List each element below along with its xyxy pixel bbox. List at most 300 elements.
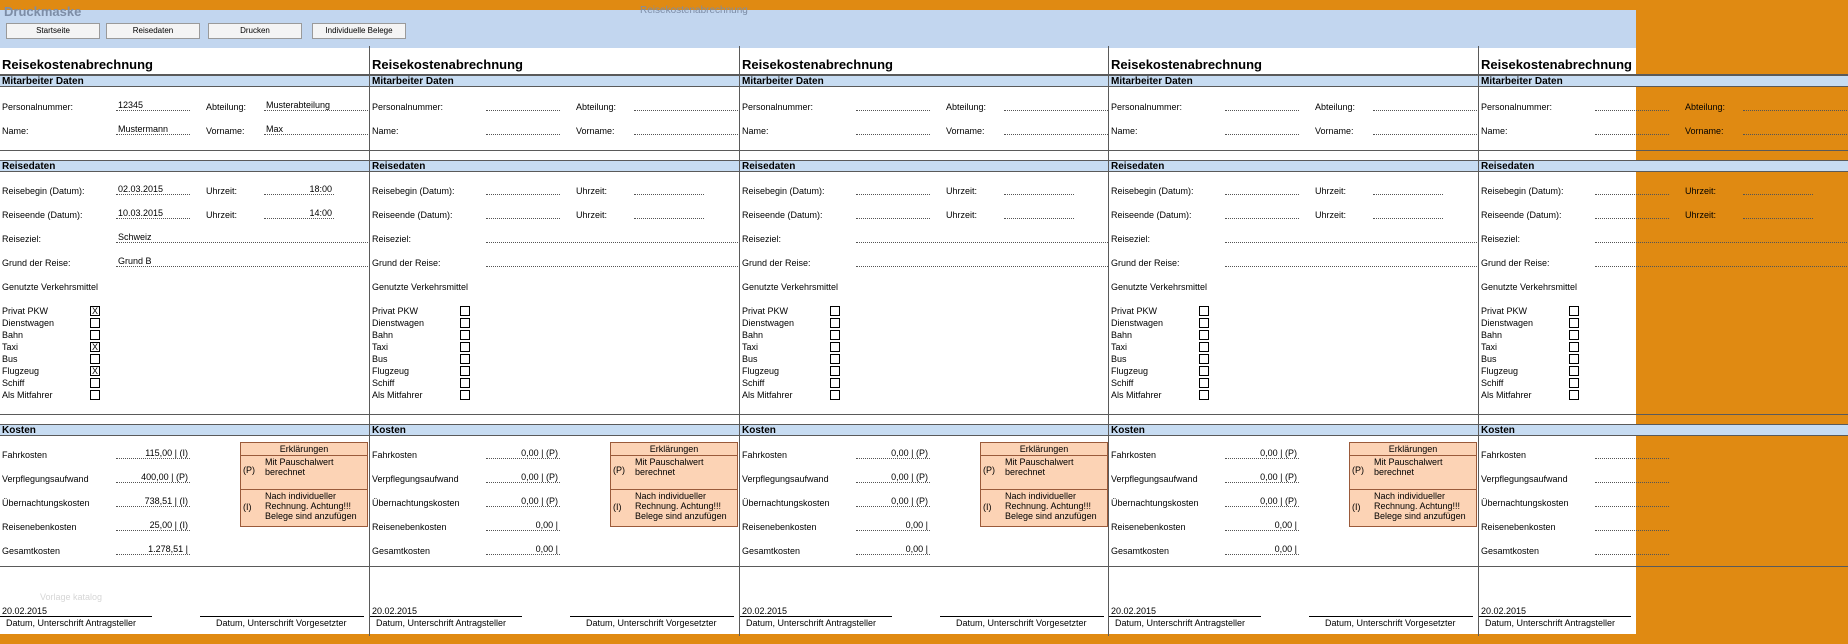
uhrzeit-label: Uhrzeit: [1685, 186, 1717, 196]
explanation-i [611, 490, 737, 526]
verpflegung-field[interactable]: 0,00 | (P) [486, 472, 560, 483]
uhrzeit-ende-field[interactable] [1743, 208, 1813, 219]
transport-label: Privat PKW [2, 306, 49, 316]
divider [1109, 414, 1478, 415]
transport-checkbox[interactable] [460, 378, 470, 388]
section-kosten: Kosten [370, 424, 739, 436]
grund-field[interactable] [486, 256, 738, 267]
divider [1109, 566, 1478, 567]
transport-checkbox[interactable]: X [91, 366, 98, 376]
section-reisedaten: Reisedaten [0, 160, 370, 172]
reisebeginn-field[interactable] [486, 184, 560, 195]
uhrzeit-label: Uhrzeit: [946, 186, 978, 196]
vorname-label: Vorname: [946, 126, 985, 136]
name-field[interactable] [486, 124, 560, 135]
transport-checkbox[interactable] [1199, 342, 1209, 352]
signature-date: 20.02.2015 [1111, 606, 1157, 616]
personalnummer-label: Personalnummer: [1481, 102, 1553, 112]
transport-checkbox[interactable] [1199, 306, 1209, 316]
transport-label: Privat PKW [1481, 306, 1528, 316]
personalnummer-field[interactable] [856, 100, 930, 111]
fahrkosten-field[interactable]: 0,00 | (P) [856, 448, 930, 459]
gesamt-field[interactable]: 0,00 | [856, 544, 930, 555]
form-title: Reisekostenabrechnung [742, 57, 893, 72]
abteilung-field[interactable] [1004, 100, 1108, 111]
transport-checkbox[interactable] [460, 306, 470, 316]
transport-checkbox[interactable] [1569, 354, 1579, 364]
transport-checkbox[interactable] [1569, 330, 1579, 340]
drucken-button[interactable]: Drucken [208, 23, 302, 39]
grund-label: Grund der Reise: [2, 258, 71, 268]
reisebeginn-field[interactable] [1225, 184, 1299, 195]
section-mitarbeiter: Mitarbeiter Daten [0, 75, 370, 87]
transport-checkbox[interactable] [1199, 318, 1209, 328]
transport-label: Bahn [1111, 330, 1133, 340]
signature-label-vorgesetzter: Datum, Unterschrift Vorgesetzter [586, 618, 717, 628]
transport-checkbox[interactable] [830, 318, 840, 328]
transport-label: Privat PKW [1111, 306, 1158, 316]
verkehrsmittel-label: Genutzte Verkehrsmittel [372, 282, 469, 292]
uhrzeit-beginn-field[interactable] [1004, 184, 1074, 195]
divider [0, 150, 370, 151]
section-kosten: Kosten [1479, 424, 1848, 436]
vorname-field[interactable] [1743, 124, 1847, 135]
signature-label-vorgesetzter: Datum, Unterschrift Vorgesetzter [216, 618, 347, 628]
uhrzeit-label: Uhrzeit: [946, 210, 978, 220]
signature-label-antragsteller: Datum, Unterschrift Antragsteller [6, 618, 137, 628]
transport-label: Schiff [1111, 378, 1134, 388]
form-title: Reisekostenabrechnung [2, 57, 153, 72]
nebenkosten-field[interactable]: 25,00 | (I) [116, 520, 190, 531]
transport-checkbox[interactable]: X [91, 342, 98, 352]
transport-checkbox[interactable] [1569, 366, 1579, 376]
reiseende-label: Reiseende (Datum): [372, 210, 453, 220]
divider [370, 150, 739, 151]
transport-checkbox[interactable] [460, 354, 470, 364]
transport-checkbox[interactable] [1569, 318, 1579, 328]
vorname-label: Vorname: [1685, 126, 1724, 136]
transport-checkbox[interactable] [460, 366, 470, 376]
reiseende-field[interactable]: 10.03.2015 [116, 208, 190, 219]
explanation-p [241, 456, 367, 490]
uhrzeit-ende-field[interactable] [1373, 208, 1443, 219]
grund-label: Grund der Reise: [742, 258, 811, 268]
print-mask-sheet [0, 4, 1726, 634]
verkehrsmittel-label: Genutzte Verkehrsmittel [742, 282, 839, 292]
transport-checkbox[interactable] [460, 342, 470, 352]
abteilung-label: Abteilung: [1315, 102, 1356, 112]
transport-checkbox[interactable] [830, 330, 840, 340]
transport-checkbox[interactable] [90, 354, 100, 364]
reiseziel-label: Reiseziel: [742, 234, 782, 244]
transport-checkbox[interactable] [830, 390, 840, 400]
reiseende-field[interactable] [1225, 208, 1299, 219]
vorname-label: Vorname: [206, 126, 245, 136]
section-kosten: Kosten [740, 424, 1109, 436]
uhrzeit-label: Uhrzeit: [206, 186, 238, 196]
gesamt-label: Gesamtkosten [1481, 546, 1540, 556]
uhrzeit-beginn-field[interactable]: 18:00 [264, 184, 334, 195]
individuelle-belege-button[interactable]: Individuelle Belege [312, 23, 406, 39]
uhrzeit-label: Uhrzeit: [1685, 210, 1717, 220]
explanation-i [241, 490, 367, 526]
explanation-p [1350, 456, 1476, 490]
explanation-i-text: Nach individueller Rechnung. Achtung!!! Belege sind anzufügen [1374, 491, 1466, 521]
grund-field[interactable] [856, 256, 1108, 267]
transport-checkbox[interactable] [1199, 354, 1209, 364]
explanation-p-text: Mit Pauschalwert berechnet [265, 457, 334, 477]
section-mitarbeiter: Mitarbeiter Daten [1479, 75, 1848, 87]
transport-checkbox[interactable] [90, 330, 100, 340]
explanation-i-text: Nach individueller Rechnung. Achtung!!! Belege sind anzufügen [265, 491, 357, 521]
transport-label: Dienstwagen [742, 318, 795, 328]
fahrkosten-label: Fahrkosten [1481, 450, 1527, 460]
transport-label: Taxi [372, 342, 389, 352]
vorname-field[interactable] [634, 124, 738, 135]
signature-label-vorgesetzter: Datum, Unterschrift Vorgesetzter [1325, 618, 1456, 628]
verkehrsmittel-label: Genutzte Verkehrsmittel [1111, 282, 1208, 292]
name-field[interactable] [1225, 124, 1299, 135]
transport-checkbox[interactable] [1199, 390, 1209, 400]
name-label: Name: [372, 126, 399, 136]
transport-checkbox[interactable] [830, 342, 840, 352]
explanation-i [1350, 490, 1476, 526]
grund-field[interactable] [1225, 256, 1477, 267]
watermark-text: Vorlage katalog [40, 592, 103, 602]
uhrzeit-beginn-field[interactable] [1373, 184, 1443, 195]
transport-label: Flugzeug [1111, 366, 1149, 376]
transport-label: Schiff [742, 378, 765, 388]
uebernachtung-field[interactable]: 738,51 | (I) [116, 496, 190, 507]
gesamt-field[interactable]: 0,00 | [486, 544, 560, 555]
gesamt-label: Gesamtkosten [1111, 546, 1170, 556]
explanations-title: Erklärungen [241, 443, 367, 456]
vorname-field[interactable] [1004, 124, 1108, 135]
section-reisedaten: Reisedaten [1479, 160, 1848, 172]
reiseziel-label: Reiseziel: [1481, 234, 1521, 244]
transport-checkbox[interactable] [460, 390, 470, 400]
gesamt-field[interactable] [1595, 544, 1669, 555]
name-field[interactable]: Mustermann [116, 124, 190, 135]
divider [740, 566, 1109, 567]
section-reisedaten: Reisedaten [1109, 160, 1478, 172]
signature-line-vorgesetzter [570, 616, 734, 617]
signature-date: 20.02.2015 [742, 606, 788, 616]
transport-label: Flugzeug [1481, 366, 1519, 376]
transport-label: Flugzeug [372, 366, 410, 376]
uebernachtung-field[interactable]: 0,00 | (P) [1225, 496, 1299, 507]
reisedaten-button[interactable]: Reisedaten [106, 23, 200, 39]
explanations-title: Erklärungen [611, 443, 737, 456]
transport-label: Als Mitfahrer [1481, 390, 1532, 400]
reisebeginn-label: Reisebegin (Datum): [372, 186, 455, 196]
transport-label: Bus [742, 354, 758, 364]
verpflegung-label: Verpflegungsaufwand [372, 474, 459, 484]
travel-form-3 [739, 46, 1109, 636]
fahrkosten-label: Fahrkosten [2, 450, 48, 460]
abteilung-label: Abteilung: [576, 102, 617, 112]
nebenkosten-field[interactable]: 0,00 | [1225, 520, 1299, 531]
grund-label: Grund der Reise: [372, 258, 441, 268]
reiseende-label: Reiseende (Datum): [1111, 210, 1192, 220]
name-label: Name: [742, 126, 769, 136]
signature-label-antragsteller: Datum, Unterschrift Antragsteller [1115, 618, 1246, 628]
verpflegung-field[interactable] [1595, 472, 1669, 483]
transport-label: Schiff [1481, 378, 1504, 388]
divider [1479, 150, 1848, 151]
abteilung-field[interactable] [1743, 100, 1847, 111]
signature-line-antragsteller [1479, 616, 1631, 617]
transport-checkbox[interactable] [460, 330, 470, 340]
uhrzeit-ende-field[interactable] [634, 208, 704, 219]
explanations-title: Erklärungen [1350, 443, 1476, 456]
reiseende-label: Reiseende (Datum): [1481, 210, 1562, 220]
transport-checkbox[interactable] [830, 366, 840, 376]
uebernachtung-field[interactable]: 0,00 | (P) [486, 496, 560, 507]
verpflegung-field[interactable]: 0,00 | (P) [856, 472, 930, 483]
reisebeginn-label: Reisebegin (Datum): [742, 186, 825, 196]
divider [0, 566, 370, 567]
section-mitarbeiter: Mitarbeiter Daten [370, 75, 739, 87]
reisebeginn-field[interactable]: 02.03.2015 [116, 184, 190, 195]
abteilung-label: Abteilung: [946, 102, 987, 112]
explanation-p-key: (P) [243, 465, 255, 475]
transport-checkbox[interactable] [830, 306, 840, 316]
sheet-center-title: Reisekostenabrechnung [640, 5, 748, 16]
uhrzeit-beginn-field[interactable] [634, 184, 704, 195]
uhrzeit-beginn-field[interactable] [1743, 184, 1813, 195]
transport-checkbox[interactable] [1199, 330, 1209, 340]
uhrzeit-label: Uhrzeit: [1315, 210, 1347, 220]
abteilung-label: Abteilung: [206, 102, 247, 112]
uebernachtung-label: Übernachtungskosten [1111, 498, 1199, 508]
uebernachtung-field[interactable] [1595, 496, 1669, 507]
nebenkosten-label: Reisenebenkosten [1111, 522, 1186, 532]
transport-label: Bus [1481, 354, 1497, 364]
vorname-field[interactable] [1373, 124, 1477, 135]
reiseziel-field[interactable] [1225, 232, 1477, 243]
name-label: Name: [2, 126, 29, 136]
grund-label: Grund der Reise: [1481, 258, 1550, 268]
grund-field[interactable]: Grund B [116, 256, 368, 267]
divider [740, 150, 1109, 151]
abteilung-field[interactable] [634, 100, 738, 111]
transport-label: Als Mitfahrer [742, 390, 793, 400]
signature-line-vorgesetzter [1309, 616, 1473, 617]
personalnummer-label: Personalnummer: [1111, 102, 1183, 112]
explanations-box [610, 442, 738, 527]
signature-line-antragsteller [740, 616, 892, 617]
personalnummer-label: Personalnummer: [372, 102, 444, 112]
fahrkosten-field[interactable]: 0,00 | (P) [486, 448, 560, 459]
verpflegung-label: Verpflegungsaufwand [742, 474, 829, 484]
divider [740, 414, 1109, 415]
reiseziel-label: Reiseziel: [372, 234, 412, 244]
gesamt-label: Gesamtkosten [742, 546, 801, 556]
verpflegung-label: Verpflegungsaufwand [2, 474, 89, 484]
signature-date: 20.02.2015 [372, 606, 418, 616]
fahrkosten-field[interactable]: 115,00 | (I) [116, 448, 190, 459]
form-title: Reisekostenabrechnung [1111, 57, 1262, 72]
transport-checkbox[interactable] [830, 378, 840, 388]
verkehrsmittel-label: Genutzte Verkehrsmittel [2, 282, 99, 292]
abteilung-field[interactable] [1373, 100, 1477, 111]
grund-field[interactable] [1595, 256, 1847, 267]
verpflegung-field[interactable]: 400,00 | (P) [116, 472, 190, 483]
fahrkosten-label: Fahrkosten [372, 450, 418, 460]
gesamt-label: Gesamtkosten [372, 546, 431, 556]
explanation-p-key: (P) [983, 465, 995, 475]
section-kosten: Kosten [0, 424, 370, 436]
explanation-p [611, 456, 737, 490]
signature-date: 20.02.2015 [2, 606, 48, 616]
explanation-p-text: Mit Pauschalwert berechnet [1005, 457, 1074, 477]
transport-checkbox[interactable] [460, 318, 470, 328]
reisebeginn-field[interactable] [1595, 184, 1669, 195]
uebernachtung-field[interactable]: 0,00 | (P) [856, 496, 930, 507]
personalnummer-field[interactable] [486, 100, 560, 111]
name-field[interactable] [1595, 124, 1669, 135]
transport-label: Taxi [1481, 342, 1498, 352]
reiseziel-field[interactable] [486, 232, 738, 243]
transport-checkbox[interactable] [1199, 366, 1209, 376]
reiseende-field[interactable] [1595, 208, 1669, 219]
vorname-label: Vorname: [576, 126, 615, 136]
transport-label: Als Mitfahrer [1111, 390, 1162, 400]
personalnummer-field[interactable]: 12345 [116, 100, 190, 111]
transport-label: Als Mitfahrer [2, 390, 53, 400]
transport-label: Dienstwagen [372, 318, 425, 328]
uebernachtung-label: Übernachtungskosten [742, 498, 830, 508]
explanation-p-key: (P) [613, 465, 625, 475]
divider [1109, 150, 1478, 151]
uhrzeit-label: Uhrzeit: [576, 210, 608, 220]
reiseziel-field[interactable] [1595, 232, 1847, 243]
reisebeginn-label: Reisebegin (Datum): [1111, 186, 1194, 196]
transport-label: Dienstwagen [2, 318, 55, 328]
verpflegung-field[interactable]: 0,00 | (P) [1225, 472, 1299, 483]
transport-checkbox[interactable] [90, 390, 100, 400]
transport-label: Bus [2, 354, 18, 364]
form-title: Reisekostenabrechnung [1481, 57, 1632, 72]
travel-form-1 [0, 46, 370, 636]
transport-checkbox[interactable] [1569, 342, 1579, 352]
reiseende-field[interactable] [486, 208, 560, 219]
uebernachtung-label: Übernachtungskosten [2, 498, 90, 508]
transport-label: Als Mitfahrer [372, 390, 423, 400]
startseite-button[interactable]: Startseite [6, 23, 100, 39]
transport-checkbox[interactable] [1569, 378, 1579, 388]
verkehrsmittel-label: Genutzte Verkehrsmittel [1481, 282, 1578, 292]
personalnummer-field[interactable] [1225, 100, 1299, 111]
explanation-p [981, 456, 1107, 490]
section-mitarbeiter: Mitarbeiter Daten [740, 75, 1109, 87]
reiseziel-field[interactable] [856, 232, 1108, 243]
reisebeginn-field[interactable] [856, 184, 930, 195]
personalnummer-field[interactable] [1595, 100, 1669, 111]
verpflegung-label: Verpflegungsaufwand [1481, 474, 1568, 484]
explanation-i-key: (I) [1352, 502, 1361, 512]
uhrzeit-ende-field[interactable]: 14:00 [264, 208, 334, 219]
nebenkosten-field[interactable]: 0,00 | [856, 520, 930, 531]
name-field[interactable] [856, 124, 930, 135]
explanation-i-key: (I) [613, 502, 622, 512]
nebenkosten-label: Reisenebenkosten [372, 522, 447, 532]
explanations-box [240, 442, 368, 527]
transport-label: Dienstwagen [1111, 318, 1164, 328]
reiseende-field[interactable] [856, 208, 930, 219]
nebenkosten-field[interactable] [1595, 520, 1669, 531]
toolbar-band [0, 4, 1636, 48]
divider [1479, 566, 1848, 567]
divider [0, 414, 370, 415]
reiseziel-field[interactable]: Schweiz [116, 232, 368, 243]
transport-label: Taxi [742, 342, 759, 352]
transport-checkbox[interactable] [830, 354, 840, 364]
transport-label: Dienstwagen [1481, 318, 1534, 328]
transport-checkbox[interactable]: X [91, 306, 98, 316]
section-reisedaten: Reisedaten [370, 160, 739, 172]
personalnummer-label: Personalnummer: [742, 102, 814, 112]
transport-checkbox[interactable] [90, 378, 100, 388]
vorname-label: Vorname: [1315, 126, 1354, 136]
gesamt-field[interactable]: 0,00 | [1225, 544, 1299, 555]
fahrkosten-label: Fahrkosten [742, 450, 788, 460]
divider [370, 414, 739, 415]
transport-label: Schiff [372, 378, 395, 388]
nebenkosten-label: Reisenebenkosten [742, 522, 817, 532]
transport-label: Bahn [742, 330, 764, 340]
vorname-field[interactable]: Max [264, 124, 368, 135]
fahrkosten-field[interactable]: 0,00 | (P) [1225, 448, 1299, 459]
transport-label: Bus [1111, 354, 1127, 364]
nebenkosten-field[interactable]: 0,00 | [486, 520, 560, 531]
uhrzeit-ende-field[interactable] [1004, 208, 1074, 219]
explanation-i-key: (I) [243, 502, 252, 512]
name-label: Name: [1111, 126, 1138, 136]
uebernachtung-label: Übernachtungskosten [1481, 498, 1569, 508]
explanation-i-key: (I) [983, 502, 992, 512]
section-reisedaten: Reisedaten [740, 160, 1109, 172]
explanation-i-text: Nach individueller Rechnung. Achtung!!! Belege sind anzufügen [635, 491, 727, 521]
gesamt-label: Gesamtkosten [2, 546, 61, 556]
transport-checkbox[interactable] [90, 318, 100, 328]
reiseziel-label: Reiseziel: [1111, 234, 1151, 244]
explanations-box [980, 442, 1108, 527]
fahrkosten-label: Fahrkosten [1111, 450, 1157, 460]
transport-label: Taxi [1111, 342, 1128, 352]
fahrkosten-field[interactable] [1595, 448, 1669, 459]
transport-checkbox[interactable] [1569, 306, 1579, 316]
signature-line-antragsteller [370, 616, 522, 617]
signature-label-antragsteller: Datum, Unterschrift Antragsteller [376, 618, 507, 628]
gesamt-field[interactable]: 1.278,51 | [116, 544, 190, 555]
section-kosten: Kosten [1109, 424, 1478, 436]
transport-checkbox[interactable] [1569, 390, 1579, 400]
sheet-title: Druckmaske [4, 4, 82, 19]
divider [1479, 414, 1848, 415]
name-label: Name: [1481, 126, 1508, 136]
verpflegung-label: Verpflegungsaufwand [1111, 474, 1198, 484]
explanation-p-text: Mit Pauschalwert berechnet [1374, 457, 1443, 477]
abteilung-label: Abteilung: [1685, 102, 1726, 112]
travel-form-2 [369, 46, 739, 636]
abteilung-field[interactable]: Musterabteilung [264, 100, 368, 111]
transport-label: Privat PKW [372, 306, 419, 316]
transport-label: Flugzeug [742, 366, 780, 376]
transport-checkbox[interactable] [1199, 378, 1209, 388]
uhrzeit-label: Uhrzeit: [1315, 186, 1347, 196]
